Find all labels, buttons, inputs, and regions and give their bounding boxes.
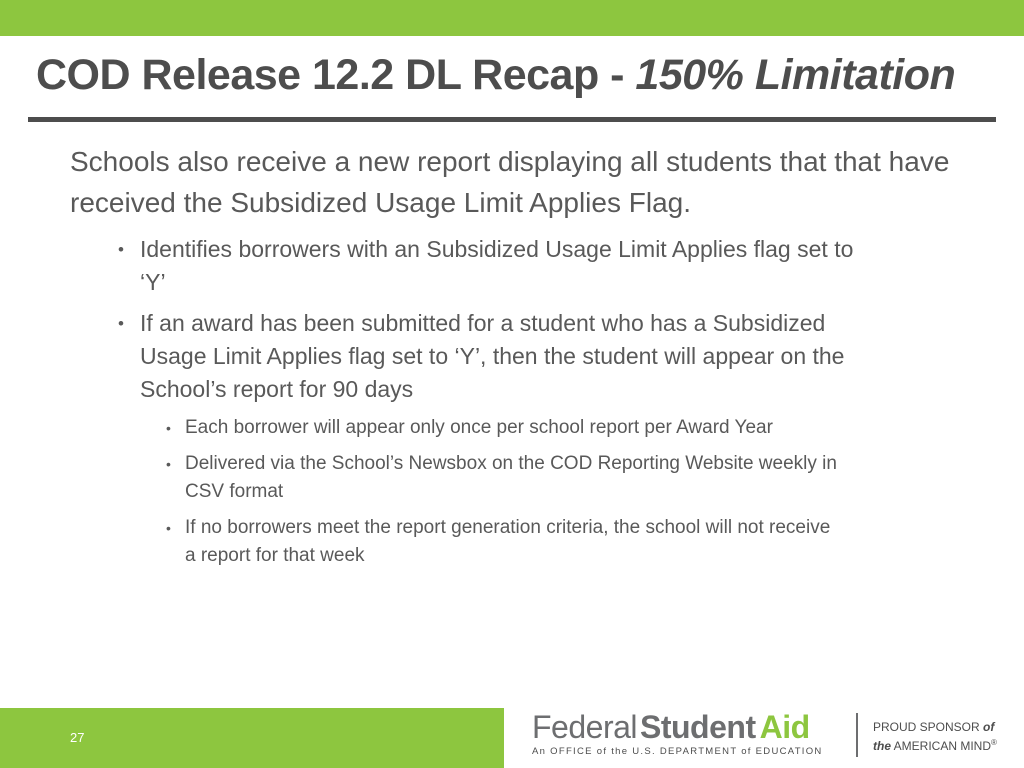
title-underline	[28, 117, 996, 122]
slide-title-sub: 150% Limitation	[635, 51, 956, 99]
sponsor-text	[873, 719, 997, 754]
logo-student: Student	[640, 709, 756, 745]
sub-bullet-text: Delivered via the School’s Newsbox on the COD Reporting Website weekly in CSV format	[185, 453, 837, 502]
sponsor-line2-a: the	[873, 739, 891, 753]
logo-aid: Aid	[759, 709, 810, 745]
logo-tagline: An OFFICE of the U.S. DEPARTMENT of EDUCATION	[532, 746, 823, 757]
slide-body	[70, 141, 970, 578]
intro-paragraph: Schools also receive a new report displaying all students that that have received the Subsidized Usage Limit Applies Flag.	[70, 146, 950, 218]
sponsor-line1-a: PROUD SPONSOR	[873, 720, 984, 734]
bullet-icon: •	[166, 420, 171, 436]
bullet-icon: •	[166, 520, 171, 536]
federal-student-aid-logo	[532, 710, 850, 757]
registered-mark: ®	[991, 738, 997, 747]
logo-federal: Federal	[532, 709, 637, 745]
bullet-icon: •	[118, 240, 124, 259]
bullet-icon: •	[166, 456, 171, 472]
sub-bullet-text: Each borrower will appear only once per school report per Award Year	[185, 417, 773, 438]
logo-divider	[856, 713, 858, 757]
sub-bullet-item	[70, 450, 845, 506]
sponsor-line2-b: AMERICAN MIND	[891, 739, 992, 753]
logo-wordmark	[532, 710, 850, 744]
bullet-text: If an award has been submitted for a student who has a Subsidized Usage Limit Applies flag set to ‘Y’, then the student will appear on the School’s report for 90 days	[140, 310, 845, 402]
sponsor-line1-b: of	[983, 720, 995, 734]
page-number: 27	[70, 730, 85, 745]
top-accent-bar	[0, 0, 1024, 36]
bullet-item	[70, 233, 870, 299]
sub-bullet-text: If no borrowers meet the report generation criteria, the school will not receive a report for that week	[185, 517, 831, 566]
bullet-text: Identifies borrowers with an Subsidized Usage Limit Applies flag set to ‘Y’	[140, 236, 854, 295]
bullet-item	[70, 307, 870, 406]
bullet-icon: •	[118, 314, 124, 333]
sub-bullet-item	[70, 414, 845, 442]
sponsor-line-2	[873, 735, 997, 754]
slide-title-main: COD Release 12.2 DL Recap -	[36, 51, 636, 99]
sub-bullet-item	[70, 514, 845, 570]
slide-title	[36, 51, 956, 99]
sponsor-line-1	[873, 719, 997, 735]
